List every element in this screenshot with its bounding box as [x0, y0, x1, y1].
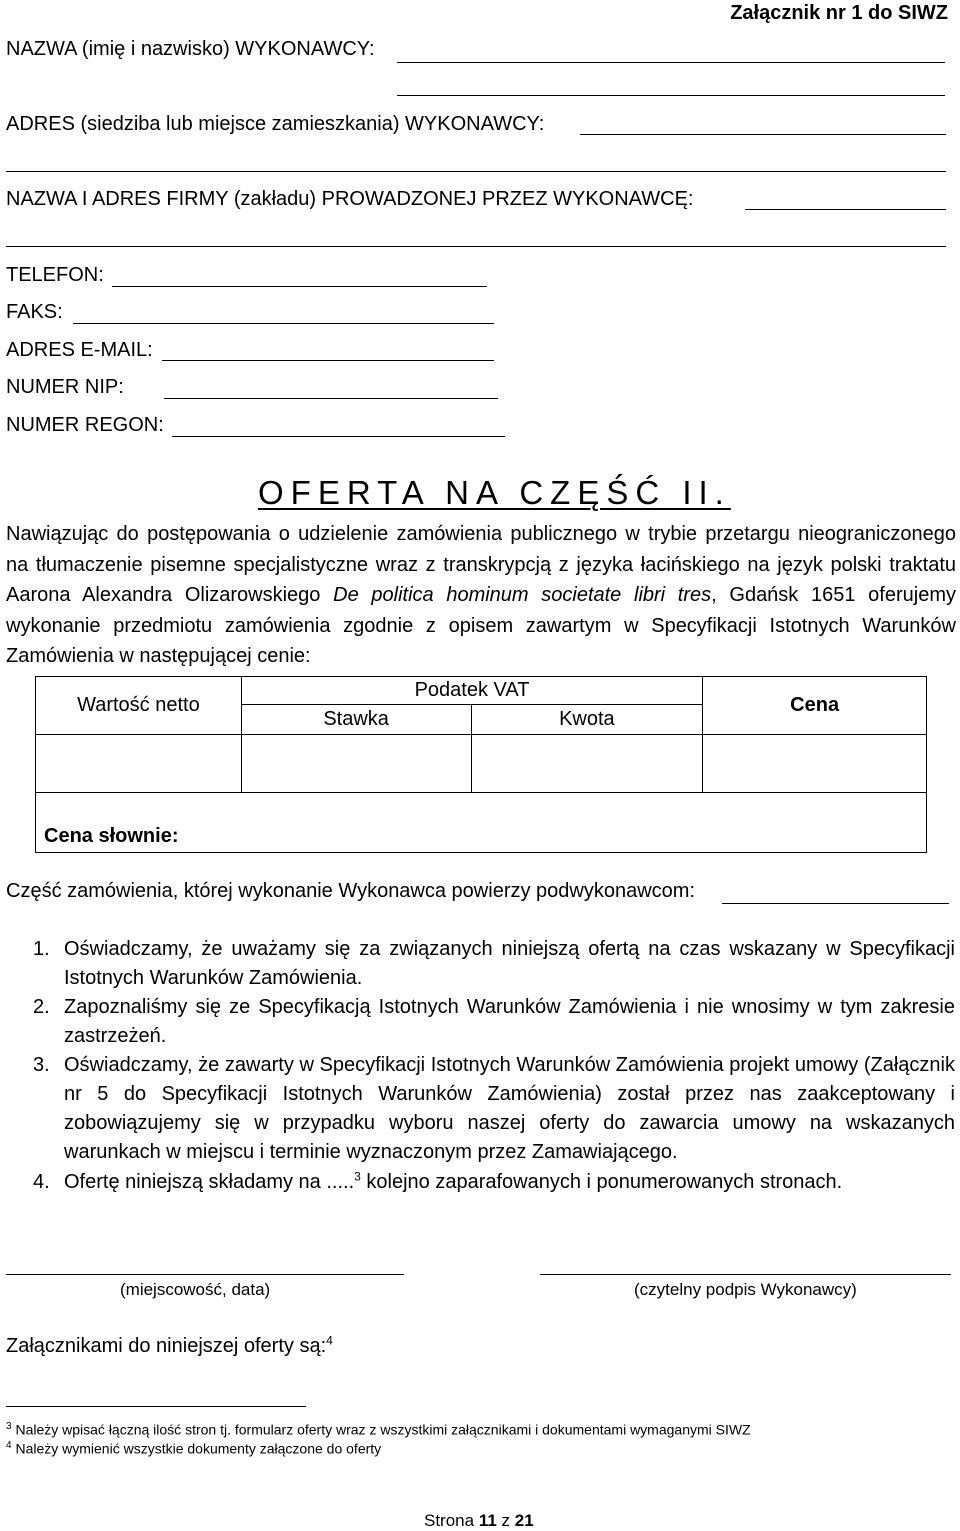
contractor-name-line-1[interactable] — [397, 62, 945, 63]
item-text: Oświadczamy, że zawarty w Specyfikacji Istotnych Warunków Zamówienia projekt umowy (Załącznik nr 5 do Specyfikacji Istotnych Warunków Zamówienia) został przez nas zaakceptowany i zobowiązujemy się w przypadku wyboru naszej oferty do zawarcia umowy na wskazanych warunkach w miejscu i terminie wyznaczonym przez Zamawiającego. — [64, 1054, 955, 1163]
intro-line: Nawiązując do postępowania o udzielenie zamówienia publicznego w trybie przetargu nieograniczonego — [6, 523, 956, 545]
item-number: 3. — [33, 1054, 50, 1076]
item-number: 4. — [33, 1171, 50, 1193]
firm-name-address-line-1[interactable] — [745, 209, 946, 210]
contractor-address-line-1[interactable] — [580, 134, 946, 135]
contractor-name-line-2[interactable] — [397, 95, 945, 96]
item-text: Oświadczamy, że uważamy się za związanych niniejszą ofertą na czas wskazany w Specyfikacji Istotnych Warunków Zamówienia. — [64, 938, 955, 989]
subcontract-line[interactable] — [722, 903, 949, 904]
footnote-separator — [6, 1406, 306, 1407]
page-total: 21 — [514, 1511, 534, 1530]
contractor-address-line-2[interactable] — [6, 171, 946, 172]
nip-label: NUMER NIP: — [6, 376, 124, 398]
net-value-cell[interactable] — [36, 735, 242, 793]
intro-text: Aarona Alexandra Olizarowskiego — [6, 584, 321, 606]
footnote-text: Należy wpisać łączną ilość stron tj. formularz oferty wraz z wszystkimi załącznikami i dokumentami wymaganymi SIWZ — [11, 1421, 751, 1438]
place-date-caption: (miejscowość, data) — [120, 1280, 271, 1299]
email-line[interactable] — [162, 360, 494, 361]
price-in-words-cell[interactable] — [36, 793, 927, 853]
page-current: 11 — [478, 1511, 497, 1530]
firm-name-address-line-2[interactable] — [6, 246, 946, 247]
vat-amount-cell[interactable] — [471, 735, 703, 793]
declarations-list — [33, 935, 955, 1197]
intro-line: wykonanie przedmiotu zamówienia zgodnie z opisem zawartym w Specyfikacji Istotnych Warunków — [6, 614, 956, 637]
firm-name-address-label: NAZWA I ADRES FIRMY (zakładu) PROWADZONEJ PRZEZ WYKONAWCĘ: — [6, 188, 694, 210]
fax-label: FAKS: — [6, 301, 63, 323]
attachments-label — [6, 1335, 333, 1358]
price-in-words-label: Cena słownie: — [44, 825, 179, 847]
price-cell[interactable] — [703, 735, 927, 793]
item-number: 1. — [33, 938, 50, 960]
vat-tax-header: Podatek VAT — [241, 677, 702, 705]
vat-rate-header: Stawka — [241, 705, 471, 735]
page-number — [424, 1511, 534, 1531]
signature-line[interactable] — [540, 1274, 951, 1275]
vat-rate-cell[interactable] — [241, 735, 471, 793]
footnote-ref: 3 — [354, 1169, 361, 1184]
treatise-title: De politica hominum societate libri tres — [333, 584, 712, 606]
footnote-text: Należy wymienić wszystkie dokumenty załączone do oferty — [11, 1440, 382, 1457]
email-label: ADRES E-MAIL: — [6, 339, 153, 361]
footnote — [6, 1421, 751, 1438]
subcontract-label: Część zamówienia, której wykonanie Wykonawca powierzy podwykonawcom: — [6, 880, 695, 902]
annex-label: Załącznik nr 1 do SIWZ — [730, 2, 948, 24]
phone-line[interactable] — [112, 286, 487, 287]
contractor-name-label: NAZWA (imię i nazwisko) WYKONAWCY: — [6, 38, 375, 60]
item-text: Ofertę niniejszą składamy na ..... — [64, 1171, 355, 1193]
footnote-number: 3 — [6, 1421, 12, 1432]
footnote — [6, 1440, 381, 1457]
regon-label: NUMER REGON: — [6, 414, 164, 436]
page-number-sep: z — [496, 1511, 515, 1530]
place-date-line[interactable] — [6, 1274, 404, 1275]
nip-line[interactable] — [164, 398, 498, 399]
fax-line[interactable] — [73, 323, 494, 324]
list-item — [33, 935, 955, 993]
item-text: Zapoznaliśmy się ze Specyfikacją Istotnych Warunków Zamówienia i nie wnosimy w tym zakresie zastrzeżeń. — [64, 996, 955, 1047]
intro-line: na tłumaczenie pisemne specjalistyczne wraz z transkrypcją z języka łacińskiego na język polski traktatu — [6, 553, 956, 576]
item-text: kolejno zaparafowanych i ponumerowanych stronach. — [360, 1171, 843, 1193]
signature-caption: (czytelny podpis Wykonawcy) — [634, 1280, 857, 1299]
footnote-ref: 4 — [326, 1333, 333, 1348]
list-item — [33, 993, 955, 1051]
vat-amount-header: Kwota — [471, 705, 703, 735]
attachments-text: Załącznikami do niniejszej oferty są: — [6, 1335, 327, 1357]
regon-line[interactable] — [172, 436, 505, 437]
price-table — [35, 676, 927, 853]
net-value-header: Wartość netto — [36, 677, 242, 735]
intro-line — [6, 580, 956, 611]
item-number: 2. — [33, 996, 50, 1018]
list-item — [33, 1051, 955, 1167]
contractor-address-label: ADRES (siedziba lub miejsce zamieszkania) WYKONAWCY: — [6, 113, 545, 135]
phone-label: TELEFON: — [6, 264, 104, 286]
footnote-number: 4 — [6, 1440, 12, 1451]
list-item — [33, 1168, 955, 1197]
offer-title: OFERTA NA CZĘŚĆ II. — [258, 474, 731, 511]
page-number-prefix: Strona — [424, 1511, 479, 1530]
intro-text: , Gdańsk 1651 oferujemy — [711, 584, 956, 606]
price-header: Cena — [703, 677, 927, 735]
intro-line: Zamówienia w następującej cenie: — [6, 645, 311, 667]
intro-paragraph — [6, 519, 956, 672]
